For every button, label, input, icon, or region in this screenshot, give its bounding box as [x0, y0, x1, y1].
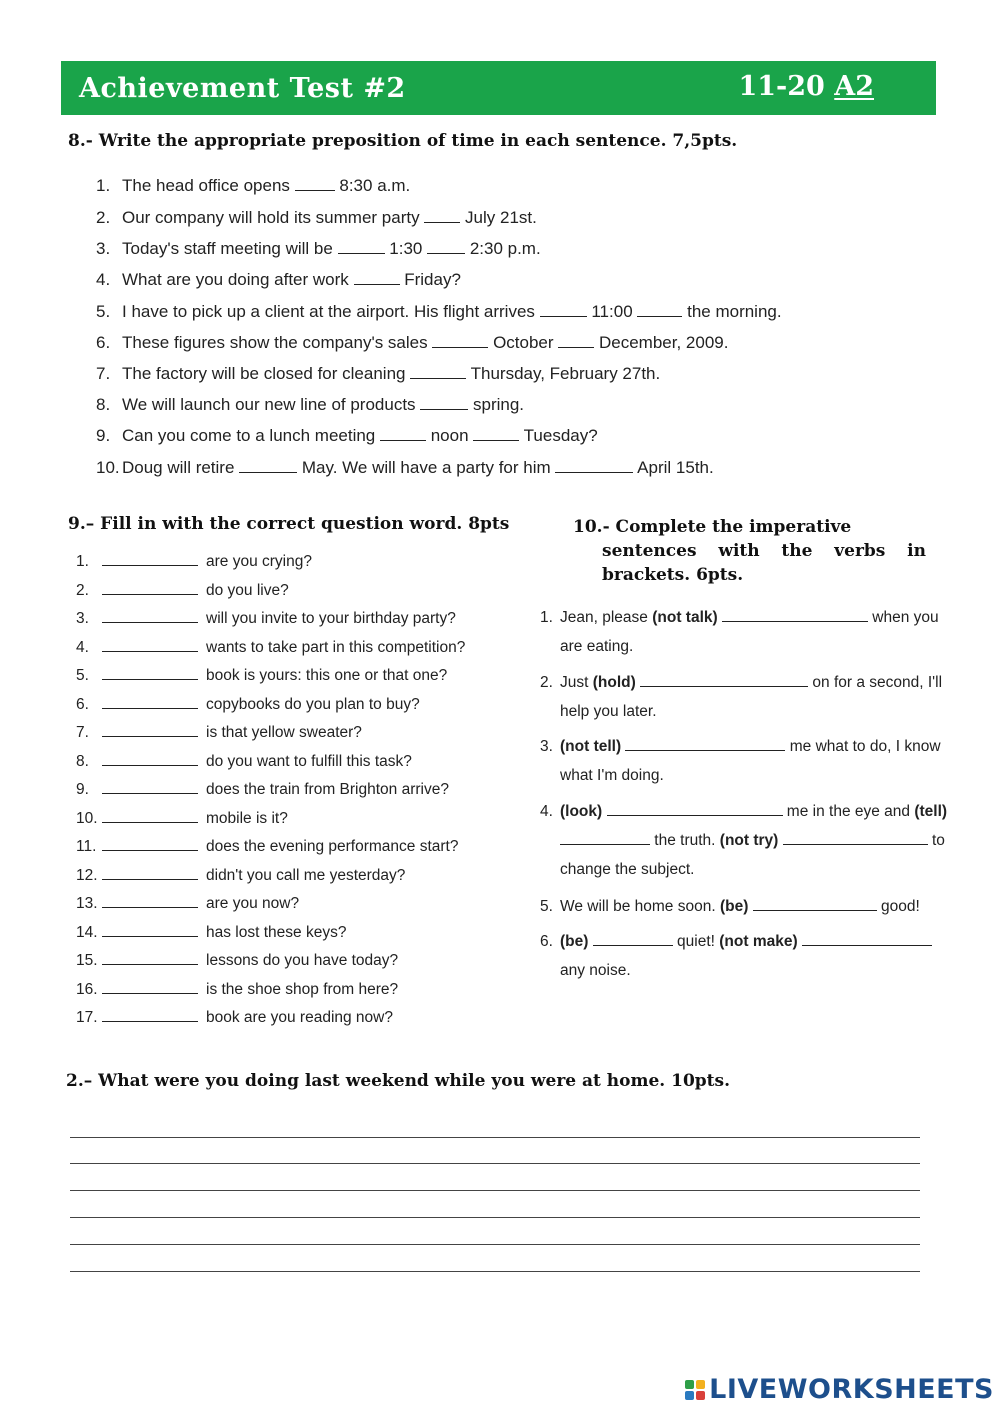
answer-blank[interactable]	[555, 458, 633, 473]
question-text: wants to take part in this competition?	[206, 639, 466, 656]
item-number: 5.	[76, 667, 89, 684]
verb-prompt: (look)	[560, 803, 603, 820]
item-number: 14.	[76, 924, 98, 941]
question-text: book is yours: this one or that one?	[206, 667, 448, 684]
item-number: 1.	[76, 553, 89, 570]
question-item	[76, 867, 405, 885]
answer-blank[interactable]	[102, 724, 198, 737]
writing-line[interactable]	[70, 1137, 920, 1138]
sentence-text: December, 2009.	[594, 333, 729, 352]
question-item	[76, 1009, 393, 1027]
item-number: 13.	[76, 895, 98, 912]
question-item	[76, 838, 458, 856]
answer-blank[interactable]	[102, 895, 198, 908]
item-number: 6.	[96, 333, 111, 352]
verb-prompt: (not try)	[719, 832, 779, 849]
sentence-text: These figures show the company's sales	[122, 333, 433, 352]
question-text: are you crying?	[206, 553, 312, 570]
preposition-item	[96, 208, 537, 228]
item-number: 16.	[76, 981, 98, 998]
item-number: 2.	[96, 208, 111, 227]
item-number: 5.	[96, 302, 111, 321]
answer-blank[interactable]	[424, 208, 460, 223]
question-text: mobile is it?	[206, 810, 288, 827]
sentence-text: me what to do, I know what I'm doing.	[560, 738, 945, 784]
item-number: 7.	[96, 364, 111, 383]
item-number: 15.	[76, 952, 98, 969]
question-item	[76, 981, 398, 999]
answer-blank[interactable]	[102, 952, 198, 965]
sentence-text: October	[488, 333, 559, 352]
sentence-text: the morning.	[682, 302, 782, 321]
sentence-text: spring.	[468, 395, 525, 414]
sentence-text: What are you doing after work	[122, 270, 354, 289]
verb-prompt: (not talk)	[652, 609, 718, 626]
answer-blank[interactable]	[410, 364, 466, 379]
question-text: has lost these keys?	[206, 924, 347, 941]
item-number: 4.	[540, 803, 553, 820]
sentence-text: Our company will hold its summer party	[122, 208, 425, 227]
liveworksheets-logo	[685, 1374, 994, 1405]
answer-blank[interactable]	[607, 803, 783, 816]
preposition-item	[96, 302, 782, 322]
answer-blank[interactable]	[558, 333, 594, 348]
question-text: copybooks do you plan to buy?	[206, 696, 420, 713]
sentence-text: 1:30	[384, 239, 428, 258]
sentence-text: the truth.	[650, 832, 720, 849]
answer-blank[interactable]	[593, 933, 673, 946]
answer-blank[interactable]	[102, 838, 198, 851]
question-item	[76, 952, 398, 970]
writing-line[interactable]	[70, 1190, 920, 1191]
section-8-heading: 8.- Write the appropriate preposition of time in each sentence. 7,5pts.	[68, 131, 738, 151]
item-number: 9.	[76, 781, 89, 798]
sentence-text: We will launch our new line of products	[122, 395, 421, 414]
writing-line[interactable]	[70, 1244, 920, 1245]
item-number: 10.	[76, 810, 98, 827]
question-text: is the shoe shop from here?	[206, 981, 399, 998]
preposition-item	[96, 458, 714, 478]
sentence-text: I have to pick up a client at the airport. His flight arrives	[122, 302, 540, 321]
logo-mark-icon	[685, 1380, 705, 1400]
answer-blank[interactable]	[637, 302, 682, 317]
question-text: do you want to fulfill this task?	[206, 753, 412, 770]
test-title: Achievement Test #2	[79, 73, 406, 104]
answer-blank[interactable]	[783, 832, 928, 845]
question-item	[76, 553, 312, 571]
sentence-text: April 15th.	[633, 458, 714, 477]
sentence-text: 8:30 a.m.	[334, 176, 411, 195]
question-item	[76, 810, 288, 828]
preposition-item	[96, 364, 660, 384]
answer-blank[interactable]	[354, 270, 400, 285]
sentence-text: Today's staff meeting will be	[122, 239, 338, 258]
sentence-text: Can you come to a lunch meeting	[122, 426, 380, 445]
answer-blank[interactable]	[540, 302, 587, 317]
item-number: 3.	[540, 738, 553, 755]
sentence-text: Doug will retire	[122, 458, 240, 477]
item-number: 3.	[96, 239, 111, 258]
answer-blank[interactable]	[102, 639, 198, 652]
verb-prompt: (not tell)	[560, 738, 622, 755]
item-number: 12.	[76, 867, 98, 884]
verb-prompt: (be)	[560, 933, 589, 950]
section-10-heading	[573, 515, 926, 587]
sentence-text: good!	[876, 898, 920, 915]
verb-prompt: (not make)	[719, 933, 798, 950]
answer-blank[interactable]	[560, 832, 650, 845]
preposition-item	[96, 333, 728, 353]
imperative-item	[540, 892, 952, 921]
item-number: 10.	[96, 458, 120, 477]
answer-blank[interactable]	[102, 981, 198, 994]
writing-line[interactable]	[70, 1163, 920, 1164]
section-9-heading: 9.– Fill in with the correct question word. 8pts	[68, 514, 510, 534]
question-text: does the evening performance start?	[206, 838, 459, 855]
answer-blank[interactable]	[102, 810, 198, 823]
answer-blank[interactable]	[102, 781, 198, 794]
question-item	[76, 724, 362, 742]
test-level	[738, 71, 874, 102]
answer-blank[interactable]	[102, 610, 198, 623]
answer-blank[interactable]	[432, 333, 488, 348]
question-text: does the train from Brighton arrive?	[206, 781, 449, 798]
sentence-text: noon	[425, 426, 474, 445]
sentence-text: The head office opens	[122, 176, 295, 195]
question-item	[76, 639, 465, 657]
item-number: 6.	[76, 696, 89, 713]
item-number: 11.	[76, 838, 97, 855]
question-item	[76, 924, 346, 942]
item-number: 1.	[96, 176, 111, 195]
writing-line[interactable]	[70, 1271, 920, 1272]
sentence-text: Friday?	[399, 270, 461, 289]
question-text: is that yellow sweater?	[206, 724, 362, 741]
answer-blank[interactable]	[102, 753, 198, 766]
answer-blank[interactable]	[338, 239, 385, 254]
preposition-item	[96, 270, 461, 290]
sentence-text: Jean, please	[560, 609, 653, 626]
answer-blank[interactable]	[473, 426, 519, 441]
sentence-text: July 21st.	[460, 208, 537, 227]
item-number: 6.	[540, 933, 553, 950]
section-2-heading: 2.– What were you doing last weekend while you were at home. 10pts.	[66, 1071, 731, 1091]
item-number: 2.	[76, 582, 89, 599]
item-number: 4.	[76, 639, 89, 656]
answer-blank[interactable]	[420, 395, 468, 410]
sentence-text: any noise.	[560, 933, 937, 979]
question-text: do you live?	[206, 582, 289, 599]
imperative-item	[540, 732, 952, 790]
level-label: A2	[834, 71, 874, 102]
sentence-text: We will be home soon.	[560, 898, 720, 915]
preposition-item	[96, 426, 598, 446]
answer-blank[interactable]	[102, 1009, 198, 1022]
answer-blank[interactable]	[427, 239, 465, 254]
item-number: 7.	[76, 724, 89, 741]
sentence-text: May. We will have a party for him	[297, 458, 556, 477]
sentence-text: on for a second, I'll help you later.	[560, 674, 947, 720]
item-number: 17.	[76, 1009, 98, 1026]
item-number: 2.	[540, 674, 553, 691]
sentence-text: Thursday, February 27th.	[466, 364, 661, 383]
answer-blank[interactable]	[102, 553, 198, 566]
question-text: lessons do you have today?	[206, 952, 399, 969]
verb-prompt: (be)	[719, 898, 749, 915]
imperative-item	[540, 797, 952, 884]
question-item	[76, 610, 456, 628]
sentence-text: when you are eating.	[560, 609, 943, 655]
item-number: 9.	[96, 426, 111, 445]
answer-blank[interactable]	[102, 667, 198, 680]
imperative-item	[540, 668, 952, 726]
question-item	[76, 696, 420, 714]
answer-blank[interactable]	[239, 458, 297, 473]
preposition-item	[96, 395, 524, 415]
sentence-text: 11:00	[586, 302, 638, 321]
question-item	[76, 753, 412, 771]
answer-blank[interactable]	[722, 609, 868, 622]
verb-prompt: (tell)	[914, 803, 948, 820]
answer-blank[interactable]	[625, 738, 785, 751]
item-number: 5.	[540, 898, 553, 915]
imperative-item	[540, 603, 952, 661]
question-item	[76, 781, 449, 799]
writing-line[interactable]	[70, 1217, 920, 1218]
answer-blank[interactable]	[102, 582, 198, 595]
question-text: will you invite to your birthday party?	[206, 610, 456, 627]
question-item	[76, 667, 447, 685]
item-number: 3.	[76, 610, 89, 627]
item-number: 1.	[540, 609, 553, 626]
answer-blank[interactable]	[640, 674, 808, 687]
header-banner	[61, 61, 936, 115]
answer-blank[interactable]	[753, 898, 877, 911]
answer-blank[interactable]	[102, 696, 198, 709]
answer-blank[interactable]	[102, 924, 198, 937]
section-10-heading-first: 10.- Complete the imperative	[573, 517, 852, 537]
test-range: 11-20	[738, 71, 825, 102]
sentence-text: The factory will be closed for cleaning	[122, 364, 411, 383]
logo-text: LIVEWORKSHEETS	[709, 1374, 994, 1405]
question-text: are you now?	[206, 895, 300, 912]
sentence-text: me in the eye and	[782, 803, 915, 820]
section-10-heading-rest: sentences with the verbs in brackets. 6pts.	[602, 541, 926, 585]
answer-blank[interactable]	[102, 867, 198, 880]
question-item	[76, 582, 289, 600]
item-number: 4.	[96, 270, 111, 289]
answer-blank[interactable]	[380, 426, 426, 441]
answer-blank[interactable]	[295, 176, 335, 191]
item-number: 8.	[96, 395, 111, 414]
question-text: didn't you call me yesterday?	[206, 867, 406, 884]
sentence-text: to change the subject.	[560, 832, 950, 878]
sentence-text: 2:30 p.m.	[465, 239, 541, 258]
question-text: book are you reading now?	[206, 1009, 393, 1026]
sentence-text: Just	[560, 674, 593, 691]
sentence-text: quiet!	[672, 933, 720, 950]
preposition-item	[96, 176, 410, 196]
question-item	[76, 895, 299, 913]
item-number: 8.	[76, 753, 89, 770]
verb-prompt: (hold)	[592, 674, 636, 691]
preposition-item	[96, 239, 541, 259]
sentence-text: Tuesday?	[519, 426, 598, 445]
answer-blank[interactable]	[802, 933, 932, 946]
imperative-item	[540, 927, 952, 985]
